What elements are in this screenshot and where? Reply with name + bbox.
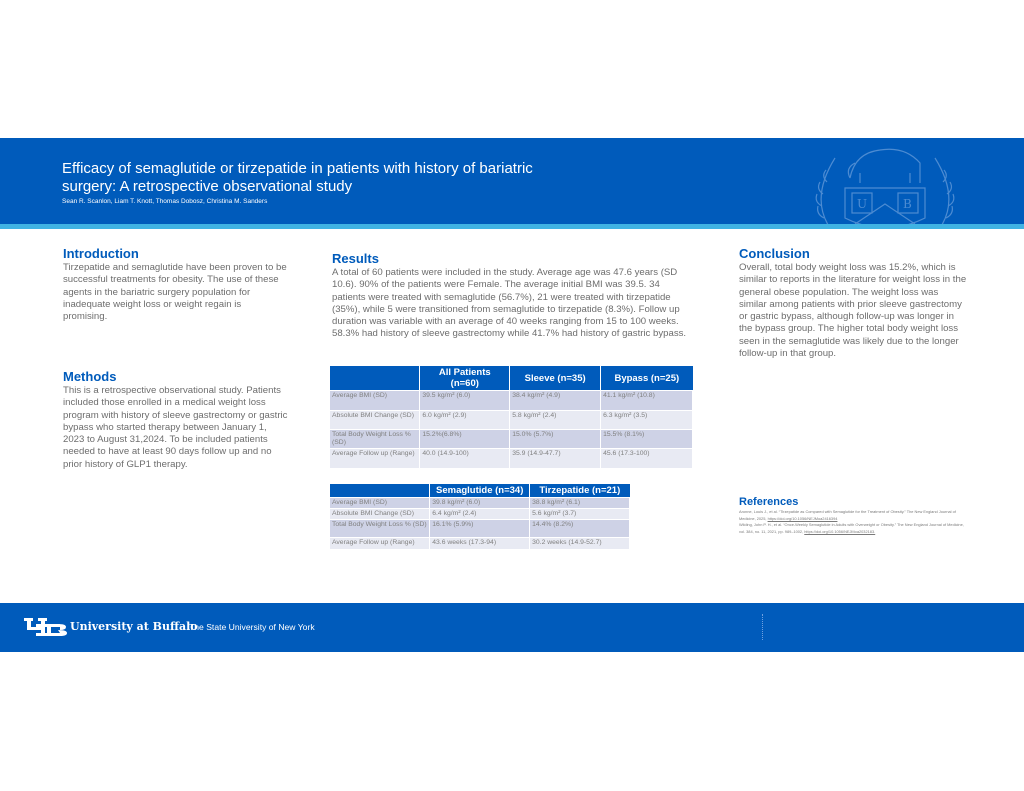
reference-item — [739, 509, 964, 522]
header-accent-stripe — [0, 224, 1024, 229]
table-cell: 6.3 kg/m² (3.5) — [601, 411, 693, 430]
table-cell: 15.2%(6.8%) — [420, 430, 510, 449]
table-header-cell — [330, 366, 420, 391]
table-cell: 39.5 kg/m² (6.0) — [420, 391, 510, 411]
footer-university-subtitle: The State University of New York — [189, 622, 315, 632]
results-heading: Results — [332, 251, 379, 266]
table-cell: 16.1% (5.9%) — [430, 520, 530, 538]
table-cell: 35.9 (14.9-47.7) — [510, 449, 601, 468]
table-cell: 15.5% (8.1%) — [601, 430, 693, 449]
table-cell: 15.0% (5.7%) — [510, 430, 601, 449]
surgery-type-table — [330, 366, 693, 468]
table-cell: Total Body Weight Loss % (SD) — [330, 430, 420, 449]
table-header-row — [330, 366, 693, 391]
table-row — [330, 538, 630, 549]
footer-divider — [762, 614, 763, 640]
conclusion-heading: Conclusion — [739, 246, 810, 261]
footer-university-name: University at Buffalo — [70, 620, 198, 633]
table-cell: 40.0 (14.9-100) — [420, 449, 510, 468]
introduction-heading: Introduction — [63, 246, 139, 261]
reference-text: Wilding, John P. H., et al. “Once-Weekly Semaglutide in Adults with Overweight or Obesity.” The New England Journal of Medicine, vol. 384, no. 11, 2021, pp. 989–1002, — [739, 522, 964, 534]
table-row — [330, 498, 630, 509]
table-cell: 41.1 kg/m² (10.8) — [601, 391, 693, 411]
table-header-cell: All Patients (n=60) — [420, 366, 510, 391]
results-text: A total of 60 patients were included in the study. Average age was 47.6 years (SD 10.6). 90% of the patients were Female. The average initial BMI was 39.5. 34 patients were treated with semaglutide (56.7%), 21 were treated with tirzepatide (35%), while 5 were transitioned from semaglutide to tirzepatide (8.3%). Follow up duration was variable with an average of 40 weeks ranging from 15 to 100 weeks. 58.3% had history of sleeve gastrectomy while 41.7% had history of gastric bypass. — [332, 267, 687, 340]
table-header-cell: Tirzepatide (n=21) — [530, 484, 630, 498]
table-row — [330, 449, 693, 468]
methods-text: This is a retrospective observational study. Patients included those enrolled in a medical weight loss program with history of sleeve gastrectomy or gastric bypass who started therapy between January 1, 2023 to August 31,2024. To be included patients needed to have at least 90 days follow up and no prior history of GLP1 therapy. — [63, 385, 288, 470]
references-list — [739, 509, 964, 535]
svg-text:U: U — [857, 197, 868, 211]
table-cell: 43.6 weeks (17.3-94) — [430, 538, 530, 549]
methods-heading: Methods — [63, 369, 117, 384]
table-cell: 14.4% (8.2%) — [530, 520, 630, 538]
table-cell: Average BMI (SD) — [330, 391, 420, 411]
poster-authors: Sean R. Scanlon, Liam T. Knott, Thomas Dobosz, Christina M. Sanders — [62, 198, 268, 205]
table-cell: Absolute BMI Change (SD) — [330, 509, 430, 520]
svg-text:B: B — [903, 197, 912, 211]
table-cell: 5.8 kg/m² (2.4) — [510, 411, 601, 430]
university-seal-icon — [800, 138, 970, 224]
table-cell: 6.4 kg/m² (2.4) — [430, 509, 530, 520]
reference-link[interactable]: https://doi.org/10.1056/NEJMoa2416394 — [767, 515, 838, 521]
table-cell: Average Follow up (Range) — [330, 538, 430, 549]
table-row — [330, 391, 693, 411]
table-cell: 38.4 kg/m² (4.9) — [510, 391, 601, 411]
table-cell: 5.6 kg/m² (3.7) — [530, 509, 630, 520]
reference-item — [739, 522, 964, 535]
table-row — [330, 509, 630, 520]
drug-comparison-table — [330, 484, 630, 549]
reference-text: Aronne, Louis J., et al. “Tirzepatide as Compared with Semaglutide for the Treatment of Obesity.” The New England Journal of Medicine, 2025, — [739, 509, 956, 521]
table-cell: 45.6 (17.3-100) — [601, 449, 693, 468]
table-header-cell — [330, 484, 430, 498]
table-row — [330, 520, 630, 538]
introduction-text: Tirzepatide and semaglutide have been proven to be successful treatments for obesity. The use of these agents in the bariatric surgery population for inadequate weight loss or weight regain is promising. — [63, 262, 287, 323]
table-cell: Total Body Weight Loss % (SD) — [330, 520, 430, 538]
reference-link[interactable]: https://doi.org/10.1056/NEJMoa2032183. — [804, 528, 876, 534]
table-cell: 38.8 kg/m² (6.1) — [530, 498, 630, 509]
table-header-cell: Semaglutide (n=34) — [430, 484, 530, 498]
table-row — [330, 411, 693, 430]
table-cell: Average Follow up (Range) — [330, 449, 420, 468]
table-cell: Average BMI (SD) — [330, 498, 430, 509]
poster-title: Efficacy of semaglutide or tirzepatide in patients with history of bariatric surgery: A retrospective observational study — [62, 160, 533, 195]
table-cell: 6.0 kg/m² (2.9) — [420, 411, 510, 430]
table-cell: 39.8 kg/m² (6.0) — [430, 498, 530, 509]
ub-logo-icon — [24, 616, 68, 638]
table-header-cell: Sleeve (n=35) — [510, 366, 601, 391]
table-header-cell: Bypass (n=25) — [601, 366, 693, 391]
table-cell: Absolute BMI Change (SD) — [330, 411, 420, 430]
table-cell: 30.2 weeks (14.9-52.7) — [530, 538, 630, 549]
table-header-row — [330, 484, 630, 498]
references-heading: References — [739, 496, 799, 508]
conclusion-text: Overall, total body weight loss was 15.2%, which is similar to reports in the literature for weight loss in the general obese population. The weight loss was similar among patients with prior sleeve gastrectomy or gastric bypass, although follow-up was longer in the bypass group. The higher total body weight loss seen in the semaglutide was likely due to the longer follow-up in that group. — [739, 262, 967, 360]
table-row — [330, 430, 693, 449]
